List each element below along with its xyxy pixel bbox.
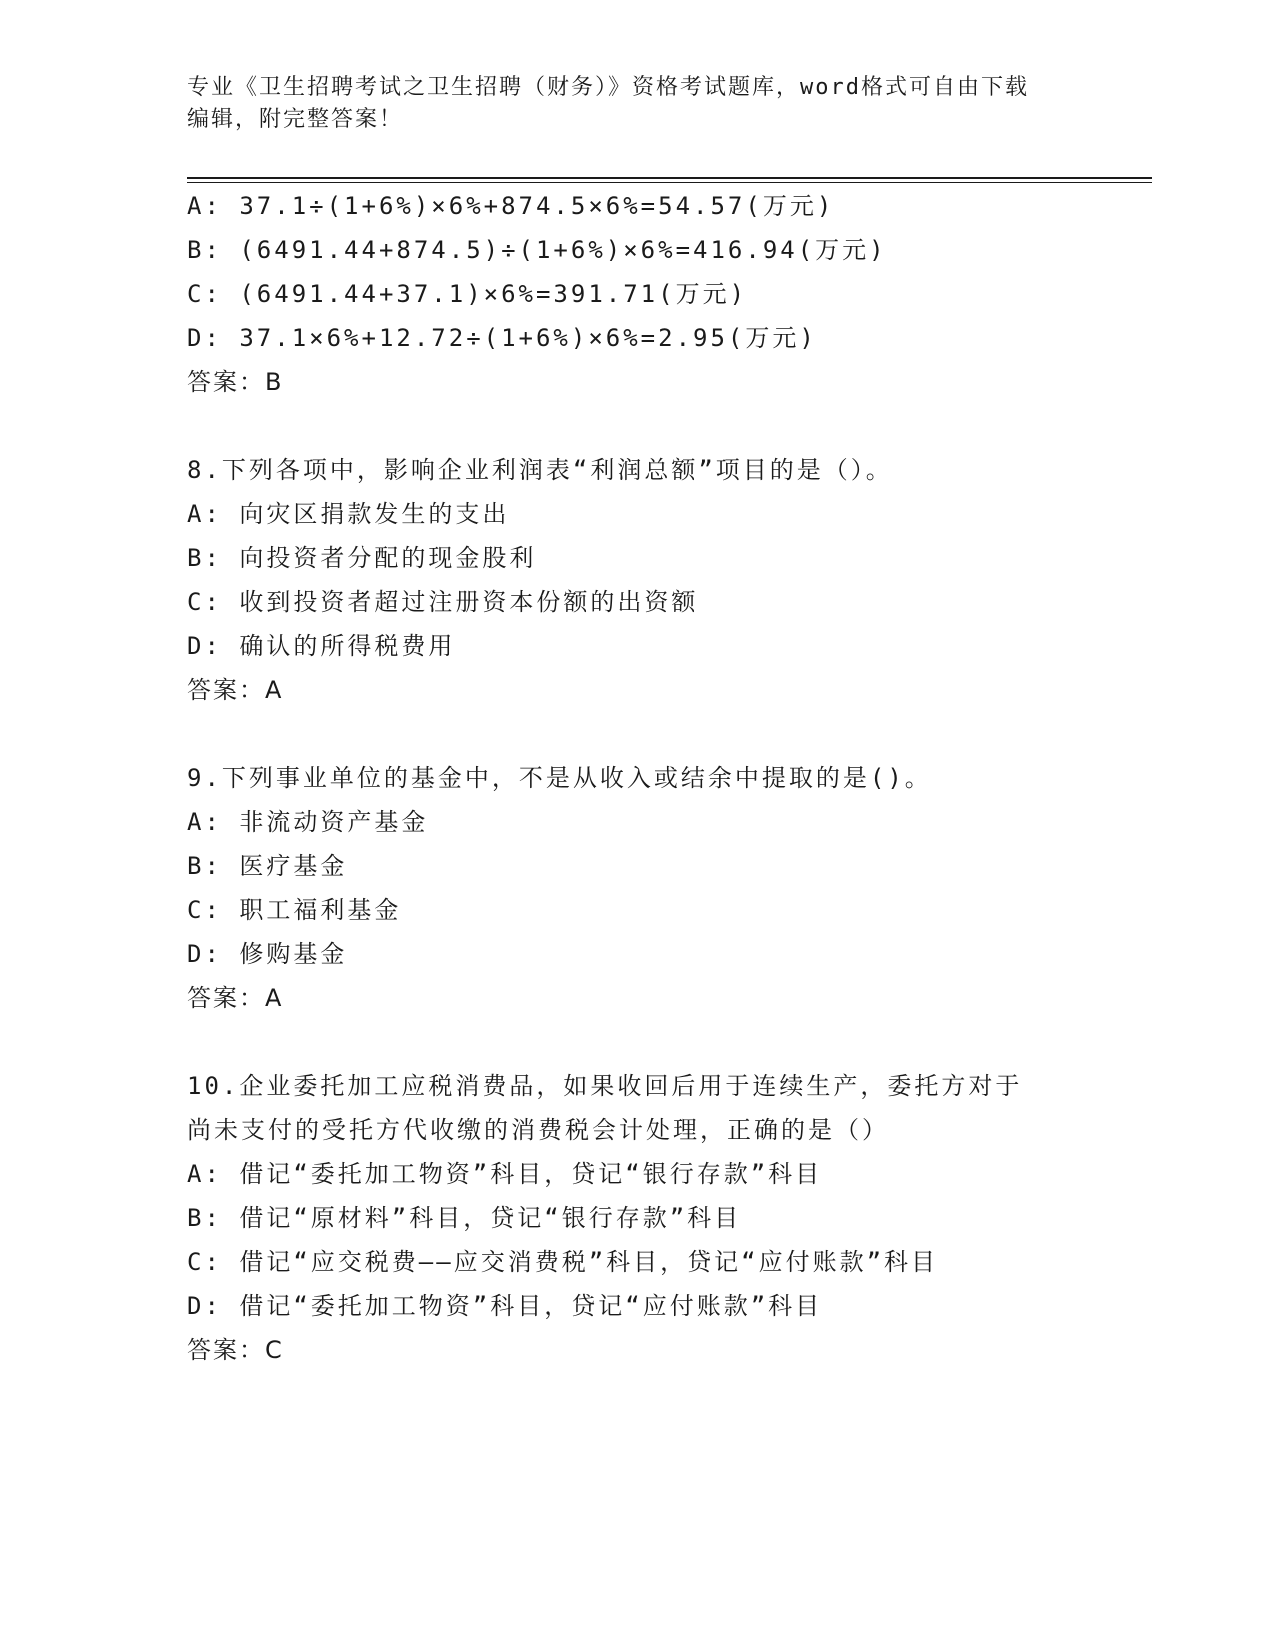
q8-stem: 8.下列各项中，影响企业利润表“利润总额”项目的是（）。	[187, 456, 893, 484]
header-line-2: 编辑，附完整答案！	[187, 107, 404, 132]
q7-option-d: D: 37.1×6%+12.72÷(1+6%)×6%=2.95(万元)	[187, 324, 817, 352]
q8-option-b: B: 向投资者分配的现金股利	[187, 544, 537, 572]
q7-option-a: A: 37.1÷(1+6%)×6%+874.5×6%=54.57(万元)	[187, 192, 835, 220]
q10-answer: 答案：C	[187, 1336, 284, 1364]
q10-option-c: C: 借记“应交税费——应交消费税”科目，贷记“应付账款”科目	[187, 1248, 939, 1276]
document-header	[187, 72, 1067, 136]
q9-option-b: B: 医疗基金	[187, 852, 348, 880]
q9-answer: 答案：A	[187, 984, 284, 1012]
q10-stem-line-2: 尚未支付的受托方代收缴的消费税会计处理，正确的是（）	[187, 1116, 889, 1144]
header-divider	[187, 177, 1152, 179]
q10-option-d: D: 借记“委托加工物资”科目，贷记“应付账款”科目	[187, 1292, 823, 1320]
q7-option-c: C: (6491.44+37.1)×6%=391.71(万元)	[187, 280, 748, 308]
header-line-1: 专业《卫生招聘考试之卫生招聘（财务）》资格考试题库，word格式可自由下载	[187, 75, 1029, 100]
q8-option-d: D: 确认的所得税费用	[187, 632, 456, 660]
q7-answer: 答案：B	[187, 368, 284, 396]
q9-option-c: C: 职工福利基金	[187, 896, 402, 924]
q10-option-b: B: 借记“原材料”科目，贷记“银行存款”科目	[187, 1204, 742, 1232]
q9-option-a: A: 非流动资产基金	[187, 808, 429, 836]
q7-option-b: B: (6491.44+874.5)÷(1+6%)×6%=416.94(万元)	[187, 236, 887, 264]
header-divider-thin	[187, 182, 1152, 183]
q10-option-a: A: 借记“委托加工物资”科目，贷记“银行存款”科目	[187, 1160, 823, 1188]
q8-option-a: A: 向灾区捐款发生的支出	[187, 500, 510, 528]
q9-stem: 9.下列事业单位的基金中，不是从收入或结余中提取的是()。	[187, 764, 932, 792]
q8-answer: 答案：A	[187, 676, 284, 704]
q9-option-d: D: 修购基金	[187, 940, 348, 968]
q10-stem-line-1: 10.企业委托加工应税消费品，如果收回后用于连续生产，委托方对于	[187, 1072, 1023, 1100]
q8-option-c: C: 收到投资者超过注册资本份额的出资额	[187, 588, 699, 616]
